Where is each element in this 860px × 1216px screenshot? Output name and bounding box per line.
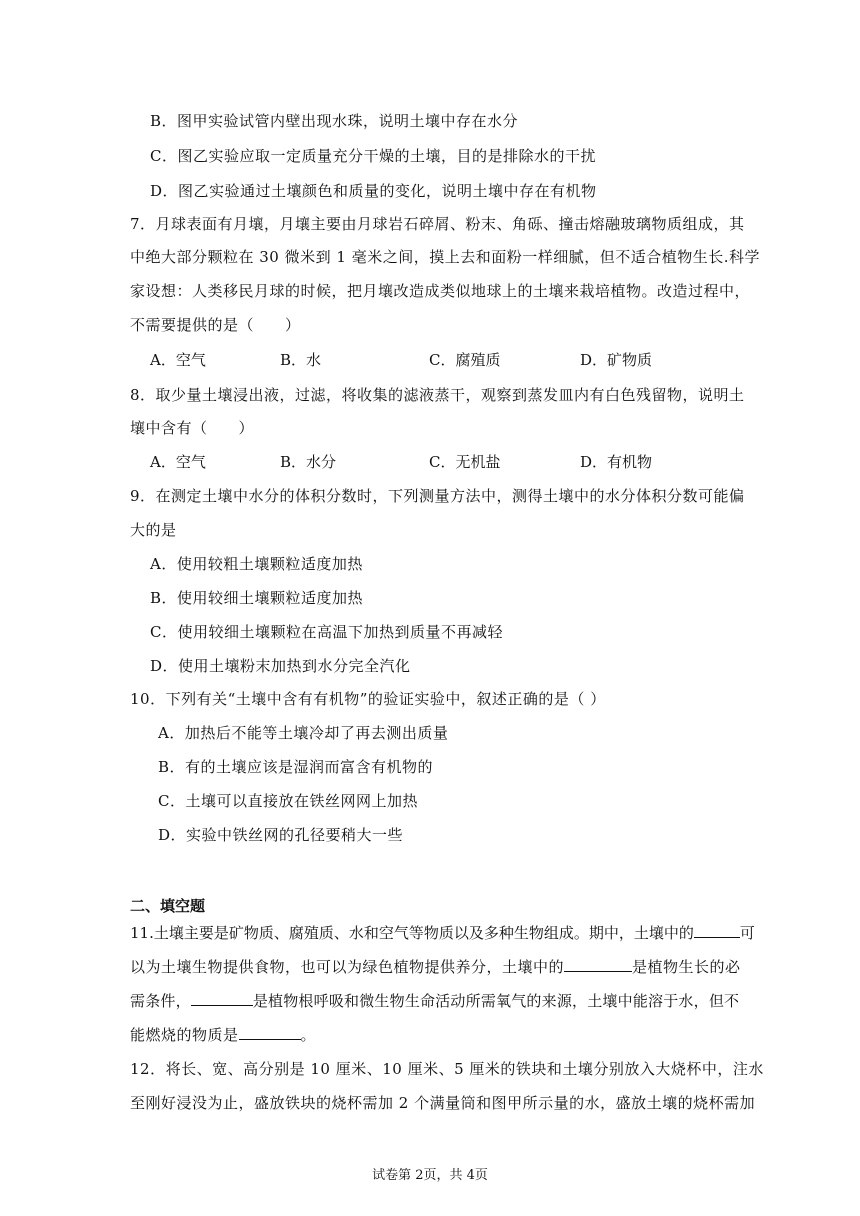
q11-blank-3[interactable] bbox=[191, 991, 253, 1006]
q12-line-1: 12．将长、宽、高分别是 10 厘米、10 厘米、5 厘米的铁块和土壤分别放入大烧杯中，注水 bbox=[130, 1060, 764, 1078]
q10-option-c: C．土壤可以直接放在铁丝网网上加热 bbox=[158, 792, 418, 810]
q11-text-3a: 需条件， bbox=[130, 992, 191, 1010]
q11-blank-4[interactable] bbox=[239, 1025, 301, 1040]
q8-option-d: D．有机物 bbox=[580, 453, 653, 471]
q8-stem-line-2: 壤中含有（ ） bbox=[130, 419, 255, 437]
q9-stem-line-2: 大的是 bbox=[130, 521, 177, 539]
q11-blank-2[interactable] bbox=[564, 957, 632, 972]
q10-option-a: A．加热后不能等土壤冷却了再去测出质量 bbox=[158, 724, 449, 742]
q7-stem-line-2: 中绝大部分颗粒在 30 微米到 1 毫米之间，摸上去和面粉一样细腻，但不适合植物生长.科学 bbox=[130, 248, 760, 266]
q9-option-c: C．使用较细土壤颗粒在高温下加热到质量不再减轻 bbox=[150, 623, 503, 641]
q11-line-2 bbox=[130, 956, 741, 977]
q8-option-c: C．无机盐 bbox=[429, 453, 501, 471]
page-footer: 试卷第 2页，共 4页 bbox=[372, 1168, 488, 1183]
section-title-fill-blank: 二、填空题 bbox=[130, 897, 206, 915]
q11-text-1b: 可 bbox=[739, 924, 755, 942]
q11-line-4 bbox=[130, 1024, 316, 1045]
q11-text-4a: 能燃烧的物质是 bbox=[130, 1026, 239, 1044]
q6-option-d: D．图乙实验通过土壤颜色和质量的变化，说明土壤中存在有机物 bbox=[150, 182, 597, 200]
q11-line-3 bbox=[130, 990, 739, 1011]
q9-option-a: A．使用较粗土壤颗粒适度加热 bbox=[150, 555, 363, 573]
q11-text-4b: 。 bbox=[300, 1026, 317, 1044]
q7-option-a: A．空气 bbox=[150, 351, 206, 369]
q7-stem-line-4: 不需要提供的是（ ） bbox=[130, 316, 301, 334]
q11-blank-1[interactable] bbox=[694, 923, 740, 938]
q7-option-d: D．矿物质 bbox=[580, 351, 653, 369]
q7-stem-line-3: 家设想：人类移民月球的时候，把月壤改造成类似地球上的土壤来栽培植物。改造过程中， bbox=[130, 282, 751, 300]
q10-stem: 10．下列有关“土壤中含有有机物”的验证实验中，叙述正确的是（ ） bbox=[130, 690, 606, 708]
q10-option-b: B．有的土壤应该是湿润而富含有机物的 bbox=[158, 758, 434, 776]
q7-option-c: C．腐殖质 bbox=[429, 351, 501, 369]
q11-line-1 bbox=[130, 922, 755, 943]
q9-stem-line-1: 9．在测定土壤中水分的体积分数时，下列测量方法中，测得土壤中的水分体积分数可能偏 bbox=[130, 487, 745, 505]
q9-option-b: B．使用较细土壤颗粒适度加热 bbox=[150, 589, 364, 607]
q8-option-a: A．空气 bbox=[150, 453, 206, 471]
q10-option-d: D．实验中铁丝网的孔径要稍大一些 bbox=[158, 826, 404, 844]
q11-text-2a: 以为土壤生物提供食物，也可以为绿色植物提供养分，土壤中的 bbox=[130, 958, 565, 976]
q7-option-b: B．水 bbox=[280, 351, 322, 369]
q6-option-c: C．图乙实验应取一定质量充分干燥的土壤，目的是排除水的干扰 bbox=[150, 147, 596, 165]
q11-text-1a: 11.土壤主要是矿物质、腐殖质、水和空气等物质以及多种生物组成。期中，土壤中的 bbox=[130, 924, 694, 942]
q8-stem-line-1: 8．取少量土壤浸出液，过滤，将收集的滤液蒸干，观察到蒸发皿内有白色残留物，说明土 bbox=[130, 386, 745, 404]
q9-option-d: D．使用土壤粉末加热到水分完全汽化 bbox=[150, 657, 411, 675]
q6-option-b: B．图甲实验试管内壁出现水珠，说明土壤中存在水分 bbox=[150, 112, 519, 130]
q8-option-b: B．水分 bbox=[280, 453, 337, 471]
q7-stem-line-1: 7．月球表面有月壤，月壤主要由月球岩石碎屑、粉末、角砾、撞击熔融玻璃物质组成，其 bbox=[130, 215, 745, 233]
q11-text-3b: 是植物根呼吸和微生物生命活动所需氧气的来源，土壤中能溶于水，但不 bbox=[252, 992, 740, 1010]
q11-text-2b: 是植物生长的必 bbox=[632, 958, 741, 976]
q12-line-2: 至刚好浸没为止，盛放铁块的烧杯需加 2 个满量筒和图甲所示量的水，盛放土壤的烧杯需加 bbox=[130, 1094, 756, 1112]
